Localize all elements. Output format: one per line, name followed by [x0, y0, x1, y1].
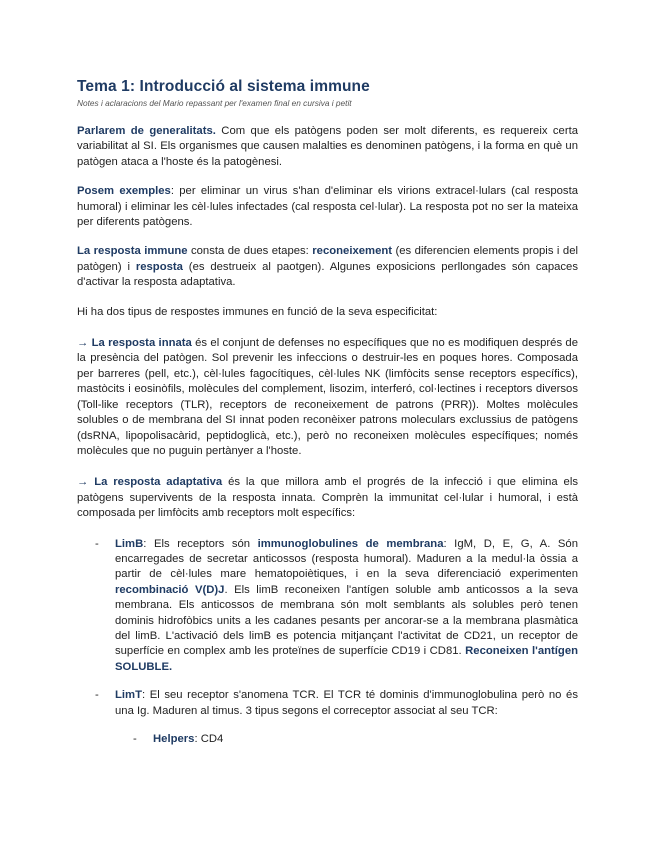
paragraph-resposta-immune: [77, 244, 578, 290]
paragraph-resposta-innata: [77, 336, 578, 459]
bold-term: Helpers: [153, 733, 195, 745]
paragraph-exemples: [77, 184, 578, 230]
paragraph-text: és el conjunt de defenses no específiques que no es modifiquen després de la presència del patògen. Sol prevenir les infeccions o destruir-les en poques hores. Composada per barreres (pell, etc.), cèl·lules fagocítiques, cèl·lules NK (limfòcits sense receptors específics), mastòcits i eosinòfils, molècules del complement, lisozim, interferó, col·lectines i receptors diversos (Toll-like receptors (TLR), receptors de reconeixement de patrons (PRR)). Moltes molècules solubles o de membrana del SI innat poden reconèixer patrons moleculars exclussius de patògens (dsRNA, lipopolisacàrid, peptidoglicà, etc.), però no reconeixen molècules específiques; només molècules que no puguin pertànyer a l'hoste.: [77, 337, 578, 457]
paragraph-text: (es destrueix al paotgen). Algunes exposicions perllongades són capaces d'activar la resposta adaptativa.: [77, 260, 578, 289]
list-dash: -: [133, 733, 137, 745]
bold-term: LimB: [115, 537, 144, 550]
document-body: [77, 78, 578, 760]
paragraph-text: : IgM, D, E, G, A. Són encarregades de secretar anticossos (resposta humoral). Maduren a la medul·la òssia a partir de cèl·lules mare hematopoiètiques, i en la seva diferenciació experimenten: [115, 537, 578, 581]
bold-term: recombinació V(D)J: [115, 583, 225, 596]
bold-term: → La resposta adaptativa: [77, 476, 223, 489]
list-item-helpers: [115, 732, 578, 747]
paragraph-text: . Els limB reconeixen l'antígen soluble amb anticossos a la seva membrana. Els anticossos de membrana són molt semblants als solubles però tenen dominis hidrofòbics units a les cadanes pesants per ancorar-se a la membrana plasmàtica del limB. L'activació dels limB es potencia mitjançant l'activitat de CD21, un receptor de superfície en complex amb les proteïnes de superfície CD19 i CD81.: [115, 583, 578, 658]
bold-term: La resposta immune: [77, 245, 188, 258]
paragraph-tipus: Hi ha dos tipus de respostes immunes en funció de la seva especificitat:: [77, 305, 438, 318]
paragraph-text: (es diferencien elements propis i del patògen) i: [77, 245, 578, 273]
list-item-limt: [77, 688, 578, 747]
paragraph-text: consta de dues etapes:: [187, 245, 313, 258]
paragraph-text: és la que millora amb el progrés de la infecció i que elimina els patògens supervivents de la resposta innata. Comprèn la immunitat cel·lular i humoral, i està composada per limfòcits amb receptors molt específics:: [77, 476, 578, 520]
bold-term: immunoglobulines de membrana: [257, 537, 444, 550]
limt-subtypes-list: [115, 732, 578, 747]
paragraph-text: : El seu receptor s'anomena TCR. El TCR té dominis d'immunoglobulina però no és una Ig. Maduren al timus. 3 tipus segons el correceptor associat al seu TCR:: [115, 689, 578, 717]
bold-term: Posem exemples: [77, 185, 171, 198]
document-subtitle: Notes i aclaracions del Mario repassant per l'examen final en cursiva i petit: [77, 98, 352, 108]
bold-term: → La resposta innata: [77, 337, 192, 350]
list-item-text: [153, 732, 578, 747]
paragraph-text: : Els receptors són: [143, 537, 258, 550]
list-dash: -: [95, 689, 99, 702]
list-dash: -: [95, 537, 99, 550]
list-item-text: [115, 688, 578, 719]
paragraph-text: : per eliminar un virus s'han d'eliminar els virions extracel·lulars (cal resposta humoral) i eliminar les cèl·lules infectades (cal resposta cel·lular). La resposta pot no ser la mateixa per diferents patògens.: [77, 185, 578, 229]
list-item-limb: [77, 537, 578, 676]
paragraph-generalitats: [77, 124, 578, 170]
paragraph-text: : CD4: [194, 733, 224, 745]
bold-term: Reconeixen l'antígen SOLUBLE.: [115, 645, 579, 673]
list-item-text: [115, 537, 578, 676]
paragraph-resposta-adaptativa: [77, 475, 578, 521]
document-title: Tema 1: Introducció al sistema immune: [77, 78, 370, 95]
bold-term: Parlarem de generalitats.: [77, 125, 216, 137]
bold-term: LimT: [115, 689, 142, 702]
limfocits-list: [77, 537, 578, 748]
bold-term: reconeixement: [312, 245, 393, 258]
paragraph-text: Com que els patògens poden ser molt diferents, es requereix certa variabilitat al SI. Els organismes que causen malalties es denominen patògens, i la forma en què un patògen ataca a l'hoste és la patogènesi.: [77, 125, 578, 168]
bold-term: resposta: [135, 260, 183, 273]
